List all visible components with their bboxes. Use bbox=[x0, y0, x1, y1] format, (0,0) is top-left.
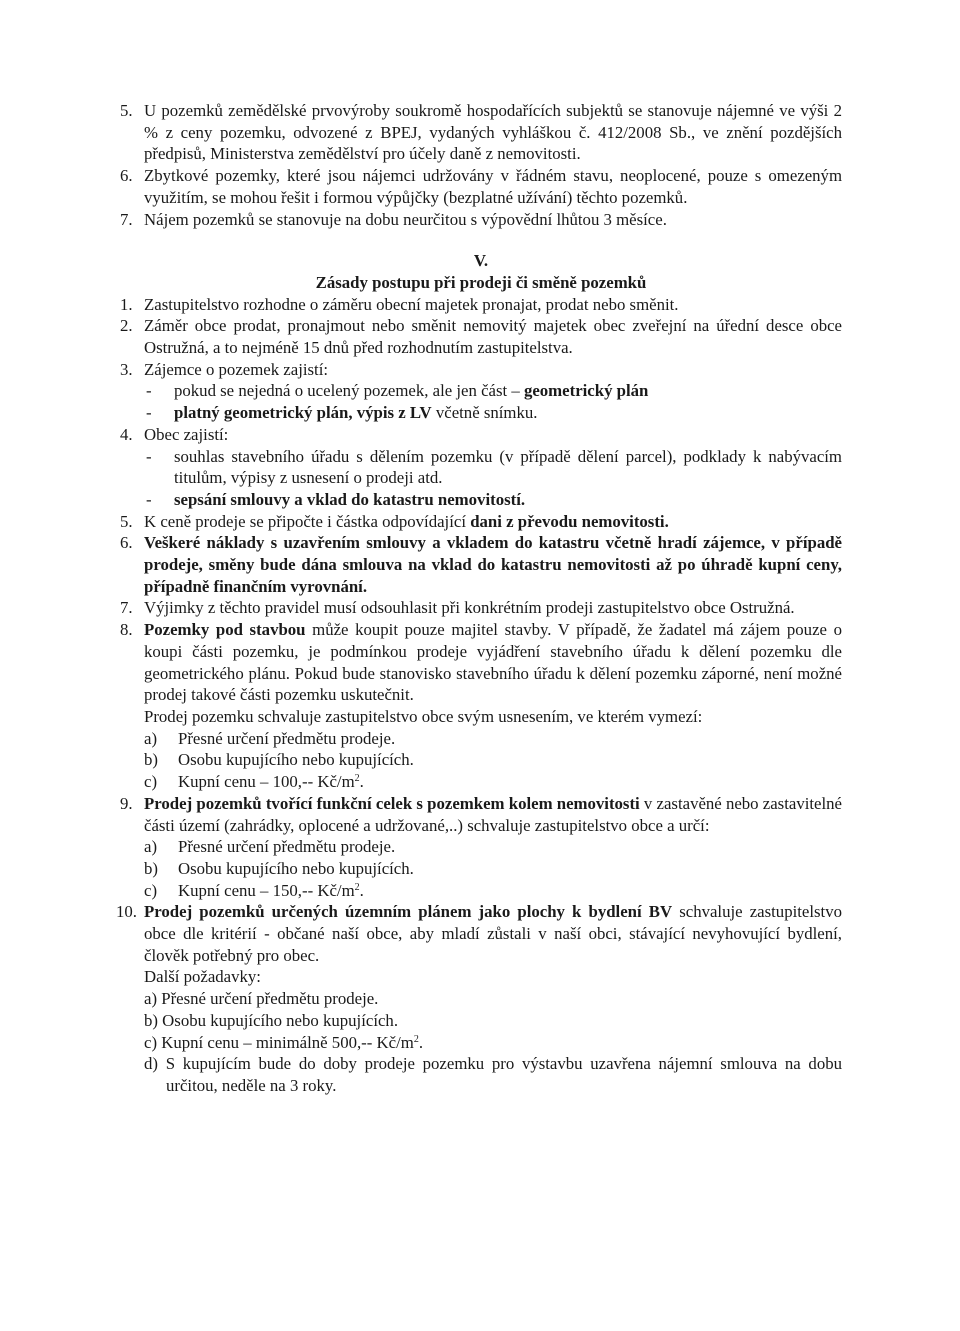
list-item-5-5: 5. K ceně prodeje se připočte i částka odpovídající dani z převodu nemovitosti. bbox=[120, 511, 669, 531]
sub-item-b: b) Osobu kupujícího nebo kupujících. bbox=[144, 858, 414, 878]
list-item-5-3: 3. Zájemce o pozemek zajistí: - pokud se nejedná o ucelený pozemek, ale jen část – geometrický plán - platný geometrický plán, výpis z LV včetně snímku. bbox=[120, 359, 842, 424]
paragraph: Prodej pozemku schvaluje zastupitelstvo obce svým usnesením, ve kterém vymezí: bbox=[144, 706, 703, 726]
document-body bbox=[116, 100, 842, 1097]
list-item-5-9: 9. Prodej pozemků tvořící funkční celek s pozemkem kolem nemovitosti v zastavěné nebo zastavitelné části území (zahrádky, oplocené a udržované,..) schvaluje zastupitelstvo obce a určí: a) Přesné určení předmětu prodeje. b) Osobu kupujícího nebo kupujících. c) Kupní cenu – 150,-- $Kč/m^2$. bbox=[120, 793, 842, 900]
sub-item-b: b) Osobu kupujícího nebo kupujících. bbox=[144, 1010, 399, 1030]
list-item-5-2: 2. Záměr obce prodat, pronajmout nebo směnit nemovitý majetek obec zveřejní na úřední desce obce Ostružná, a to nejméně 15 dnů před rozhodnutím zastupitelstva. bbox=[120, 316, 842, 358]
list-item-4-6: 6. Zbytkové pozemky, které jsou nájemci udržovány v řádném stavu, neoplocené, pouze s omezeným využitím, se mohou řešit i formou výpůjčky (bezplatné užívání) těchto pozemků. bbox=[120, 166, 842, 207]
dash-item: - sepsání smlouvy a vklad do katastru nemovitostí. bbox=[144, 489, 842, 511]
list-item-5-4: 4. Obec zajistí: - souhlas stavebního úřadu s dělením pozemku (v případě dělení parcel), podklady k nabývacím titulům, výpisy z usnesení o prodeji atd. - sepsání smlouvy a vklad do katastru nemovitostí. bbox=[120, 424, 842, 511]
sub-item-a: a) Přesné určení předmětu prodeje. bbox=[144, 728, 396, 748]
sub-item-a: a) Přesné určení předmětu prodeje. bbox=[144, 837, 396, 857]
sub-item-b: b) Osobu kupujícího nebo kupujících. bbox=[144, 750, 414, 770]
sub-item-c: c) Kupní cenu – 100,-- $Kč/m^2$. bbox=[144, 772, 364, 792]
list-item-4-5: 5. U pozemků zemědělské prvovýroby soukromě hospodařících subjektů se stanovuje nájemné ve výši 2 % z ceny pozemku, odvozené z BPEJ, vydaných vyhláškou č. 412/2008 Sb., ve znění pozdějších předpisů, Ministerstva zemědělství pro účely daně z nemovitosti. bbox=[120, 101, 842, 164]
sub-list bbox=[144, 988, 842, 1097]
paragraph: Další požadavky: bbox=[144, 967, 261, 987]
section-numeral: V. bbox=[473, 251, 489, 271]
sub-item-c: c) Kupní cenu – 150,-- $Kč/m^2$. bbox=[144, 880, 364, 900]
list-item-4-7: 7. Nájem pozemků se stanovuje na dobu neurčitou s výpovědní lhůtou 3 měsíce. bbox=[120, 209, 667, 229]
list-item-5-1: 1. Zastupitelstvo rozhodne o záměru obecní majetek pronajat, prodat nebo směnit. bbox=[120, 294, 679, 314]
sub-item-a: a) Přesné určení předmětu prodeje. bbox=[144, 989, 379, 1009]
list-item-5-8: 8. Pozemky pod stavbou může koupit pouze majitel stavby. V případě, že žadatel má zájem pouze o koupi části pozemku, je podmínkou prodeje vyjádření stavebního úřadu k dělení pozemku dle geometrického plánu. Pokud bude stanovisko stavebního úřadu k dělení pozemku záporné, není možné prodej takové části pozemku uskutečnit. Prodej pozemku schvaluje zastupitelstvo obce svým usnesením, ve kterém vymezí: a) Přesné určení předmětu prodeje. b) Osobu kupujícího nebo kupujících. c) Kupní cenu – 100,-- $Kč/m^2$. bbox=[120, 620, 842, 792]
sub-item-c: c) Kupní cenu – minimálně 500,-- $Kč/m^2$. bbox=[144, 1032, 424, 1052]
section-title: Zásady postupu při prodeji či směně pozemků bbox=[315, 272, 647, 292]
dash-item: - pokud se nejedná o ucelený pozemek, ale jen část – geometrický plán bbox=[144, 380, 842, 402]
list-item-5-7: 7. Výjimky z těchto pravidel musí odsouhlasit při konkrétním prodeji zastupitelstvo obce Ostružná. bbox=[120, 598, 795, 618]
list-item-5-6: 6. Veškeré náklady s uzavřením smlouvy a vkladem do katastru včetně hradí zájemce, v případě prodeje, směny bude dána smlouva na vklad do katastru nemovitosti až po úhradě kupní ceny, případně finančním vyrovnání. bbox=[120, 533, 842, 596]
dash-item: - platný geometrický plán, výpis z LV včetně snímku. bbox=[144, 402, 842, 424]
list-item-5-10: 10. Prodej pozemků určených územním plánem jako plochy k bydlení BV schvaluje zastupitelstvo obce dle kritérií - občané naší obce, aby mladí zůstali v naší obci, stávající nevyhovující bydlení, člověk potřebný pro obec. Další požadavky: a) Přesné určení předmětu prodeje. b) Osobu kupujícího nebo kupujících. c) Kupní cenu – minimálně 500,-- $Kč/m^2$. d) S kupujícím bude do doby prodeje pozemku pro výstavbu uzavřena nájemní smlouva na dobu určitou, neděle na 3 roky. bbox=[116, 902, 842, 1095]
dash-item: - souhlas stavebního úřadu s dělením pozemku (v případě dělení parcel), podklady k nabývacím titulům, výpisy z usnesení o prodeji atd. bbox=[144, 446, 842, 489]
sub-item-d: d) S kupujícím bude do doby prodeje pozemku pro výstavbu uzavřena nájemní smlouva na dobu určitou, neděle na 3 roky. bbox=[144, 1054, 842, 1095]
